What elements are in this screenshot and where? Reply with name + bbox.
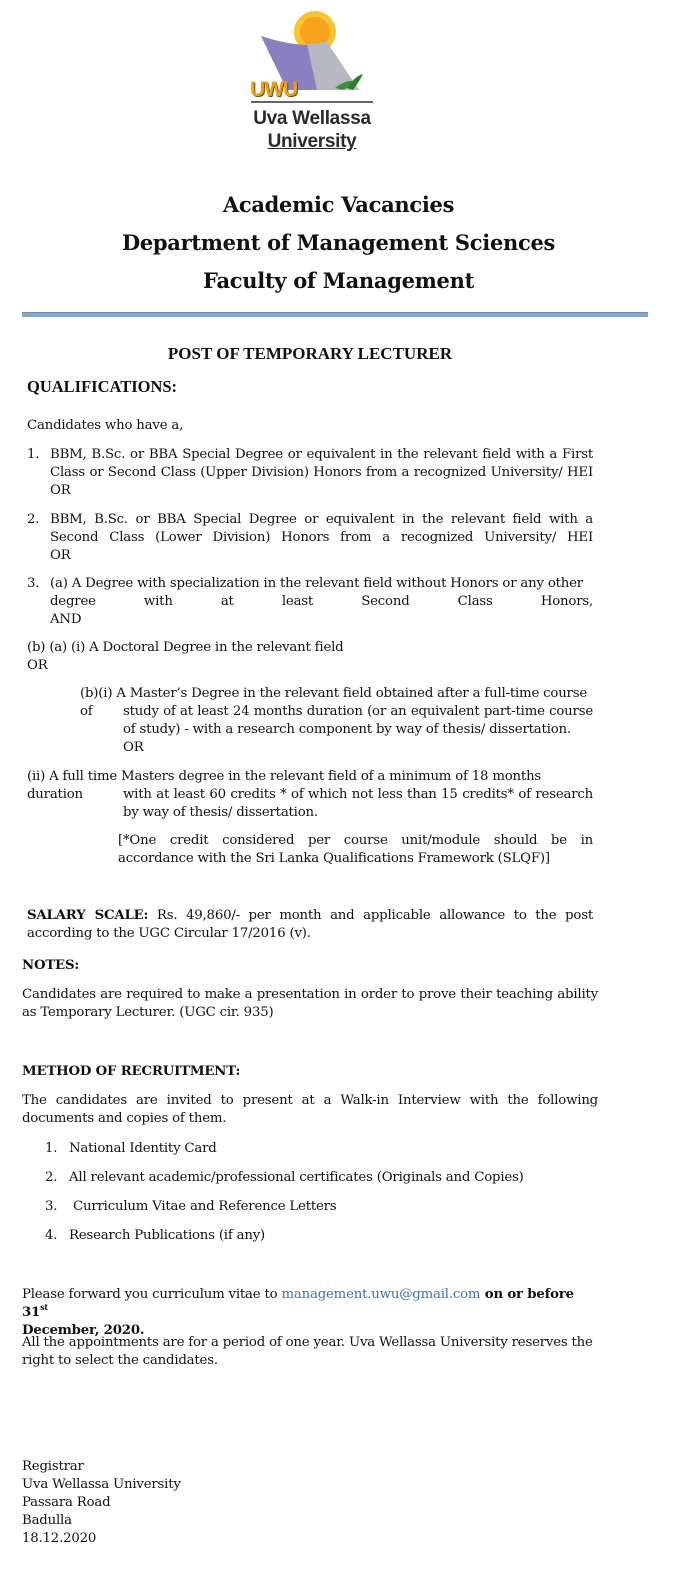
logo-abbrev: UWU	[250, 78, 298, 101]
qualification-item-1-or: OR	[50, 483, 71, 498]
university-logo	[247, 8, 377, 158]
salary-scale-text: Rs. 49,860/- per month and applicable allowance to the post according to the UGC Circular 17/2016 (v).	[27, 908, 593, 941]
recruitment-intro-text: The candidates are invited to present at a Walk-in Interview with the following	[22, 1093, 598, 1108]
qualifications-intro: Candidates who have a,	[27, 418, 184, 433]
deadline-part1: on or before 31	[22, 1287, 574, 1320]
qualification-item-2-text: BBM, B.Sc. or BBA Special Degree or equivalent in the relevant field with a Second Class (Lower Division) Honors from a recognized University/ HEI	[50, 512, 593, 545]
recruitment-heading: METHOD OF RECRUITMENT:	[22, 1064, 241, 1079]
recruitment-item: Curriculum Vitae and Reference Letters	[69, 1199, 337, 1214]
notes-heading: NOTES:	[22, 958, 80, 973]
deadline-sup: st	[40, 1302, 48, 1312]
qualification-bi-lead: (b)(i) A Master’s Degree in the relevant field obtained after a full-time course of	[80, 686, 588, 719]
heading-academic-vacancies: Academic Vacancies	[222, 192, 455, 217]
list-number: 2.	[45, 1170, 58, 1185]
email-link[interactable]: management.uwu@gmail.com	[281, 1287, 481, 1302]
recruitment-item: Research Publications (if any)	[69, 1228, 265, 1243]
qualification-bi-or: OR	[123, 740, 144, 755]
recruitment-item: National Identity Card	[69, 1141, 217, 1156]
forward-cv-prefix: Please forward you curriculum vitae to	[22, 1287, 282, 1302]
qualification-bi-rest: study of at least 24 months duration (or an equivalent part-time course of study) - with a research component by way of thesis/ dissertation.	[123, 704, 593, 737]
logo-name-line2: University	[267, 131, 357, 152]
signature-title: Registrar	[22, 1459, 84, 1474]
qualification-item-1-text: BBM, B.Sc. or BBA Special Degree or equivalent in the relevant field with a First Class or Second Class (Upper Division) Honors from a recognized University/ HEI	[50, 447, 593, 480]
qualification-item-3	[50, 575, 593, 629]
salary-scale	[27, 907, 593, 943]
notes-text: Candidates are required to make a presentation in order to prove their teaching ability as Temporary Lecturer. (UGC cir. 935)	[22, 987, 598, 1020]
qualifications-heading: QUALIFICATIONS:	[27, 377, 178, 396]
list-number: 3.	[27, 576, 40, 591]
recruitment-intro	[22, 1092, 598, 1128]
heading-department: Department of Management Sciences	[121, 230, 556, 255]
qualification-item-2-or: OR	[50, 548, 71, 563]
salary-scale-label: SALARY SCALE:	[27, 908, 149, 923]
signature-address: Passara Road	[22, 1495, 111, 1510]
header-divider	[22, 312, 648, 317]
signature-university: Uva Wellassa University	[22, 1477, 181, 1492]
qualification-item-2	[50, 511, 593, 565]
signature-date: 18.12.2020	[22, 1531, 97, 1546]
list-number: 2.	[27, 512, 40, 527]
qualification-item-3-and: AND	[50, 612, 82, 627]
qualification-item-3-line2: degree with at least Second Class Honors,	[50, 594, 593, 609]
qualification-item-3-line1: (a) A Degree with specialization in the relevant field without Honors or any other	[50, 576, 583, 591]
forward-cv	[22, 1286, 602, 1340]
qualification-ii-rest: with at least 60 credits * of which not less than 15 credits* of research by way of thesis/ dissertation.	[123, 787, 593, 820]
list-number: 1.	[27, 447, 40, 462]
recruitment-item: All relevant academic/professional certificates (Originals and Copies)	[69, 1170, 524, 1185]
qualification-item-1	[50, 446, 593, 500]
deadline-part2: December, 2020.	[22, 1323, 145, 1338]
list-number: 1.	[45, 1141, 58, 1156]
qualification-b-line: (b) (a) (i) A Doctoral Degree in the relevant field	[27, 640, 344, 655]
signature-city: Badulla	[22, 1513, 72, 1528]
logo-name-line1: Uva Wellassa	[253, 108, 371, 129]
recruitment-intro-rest: documents and copies of them.	[22, 1111, 227, 1126]
qualification-b-or: OR	[27, 658, 48, 673]
post-title: POST OF TEMPORARY LECTURER	[167, 344, 453, 363]
heading-faculty: Faculty of Management	[203, 268, 474, 293]
qualification-ii-lead: (ii) A full time Masters degree in the relevant field of a minimum of 18 months duration	[27, 769, 542, 802]
slqf-note: [*One credit considered per course unit/module should be in accordance with the Sri Lanka Qualifications Framework (SLQF)]	[118, 833, 593, 866]
appointments-text: All the appointments are for a period of one year. Uva Wellassa University reserves the right to select the candidates.	[22, 1335, 593, 1368]
list-number: 4.	[45, 1228, 58, 1243]
list-number: 3.	[45, 1199, 58, 1214]
